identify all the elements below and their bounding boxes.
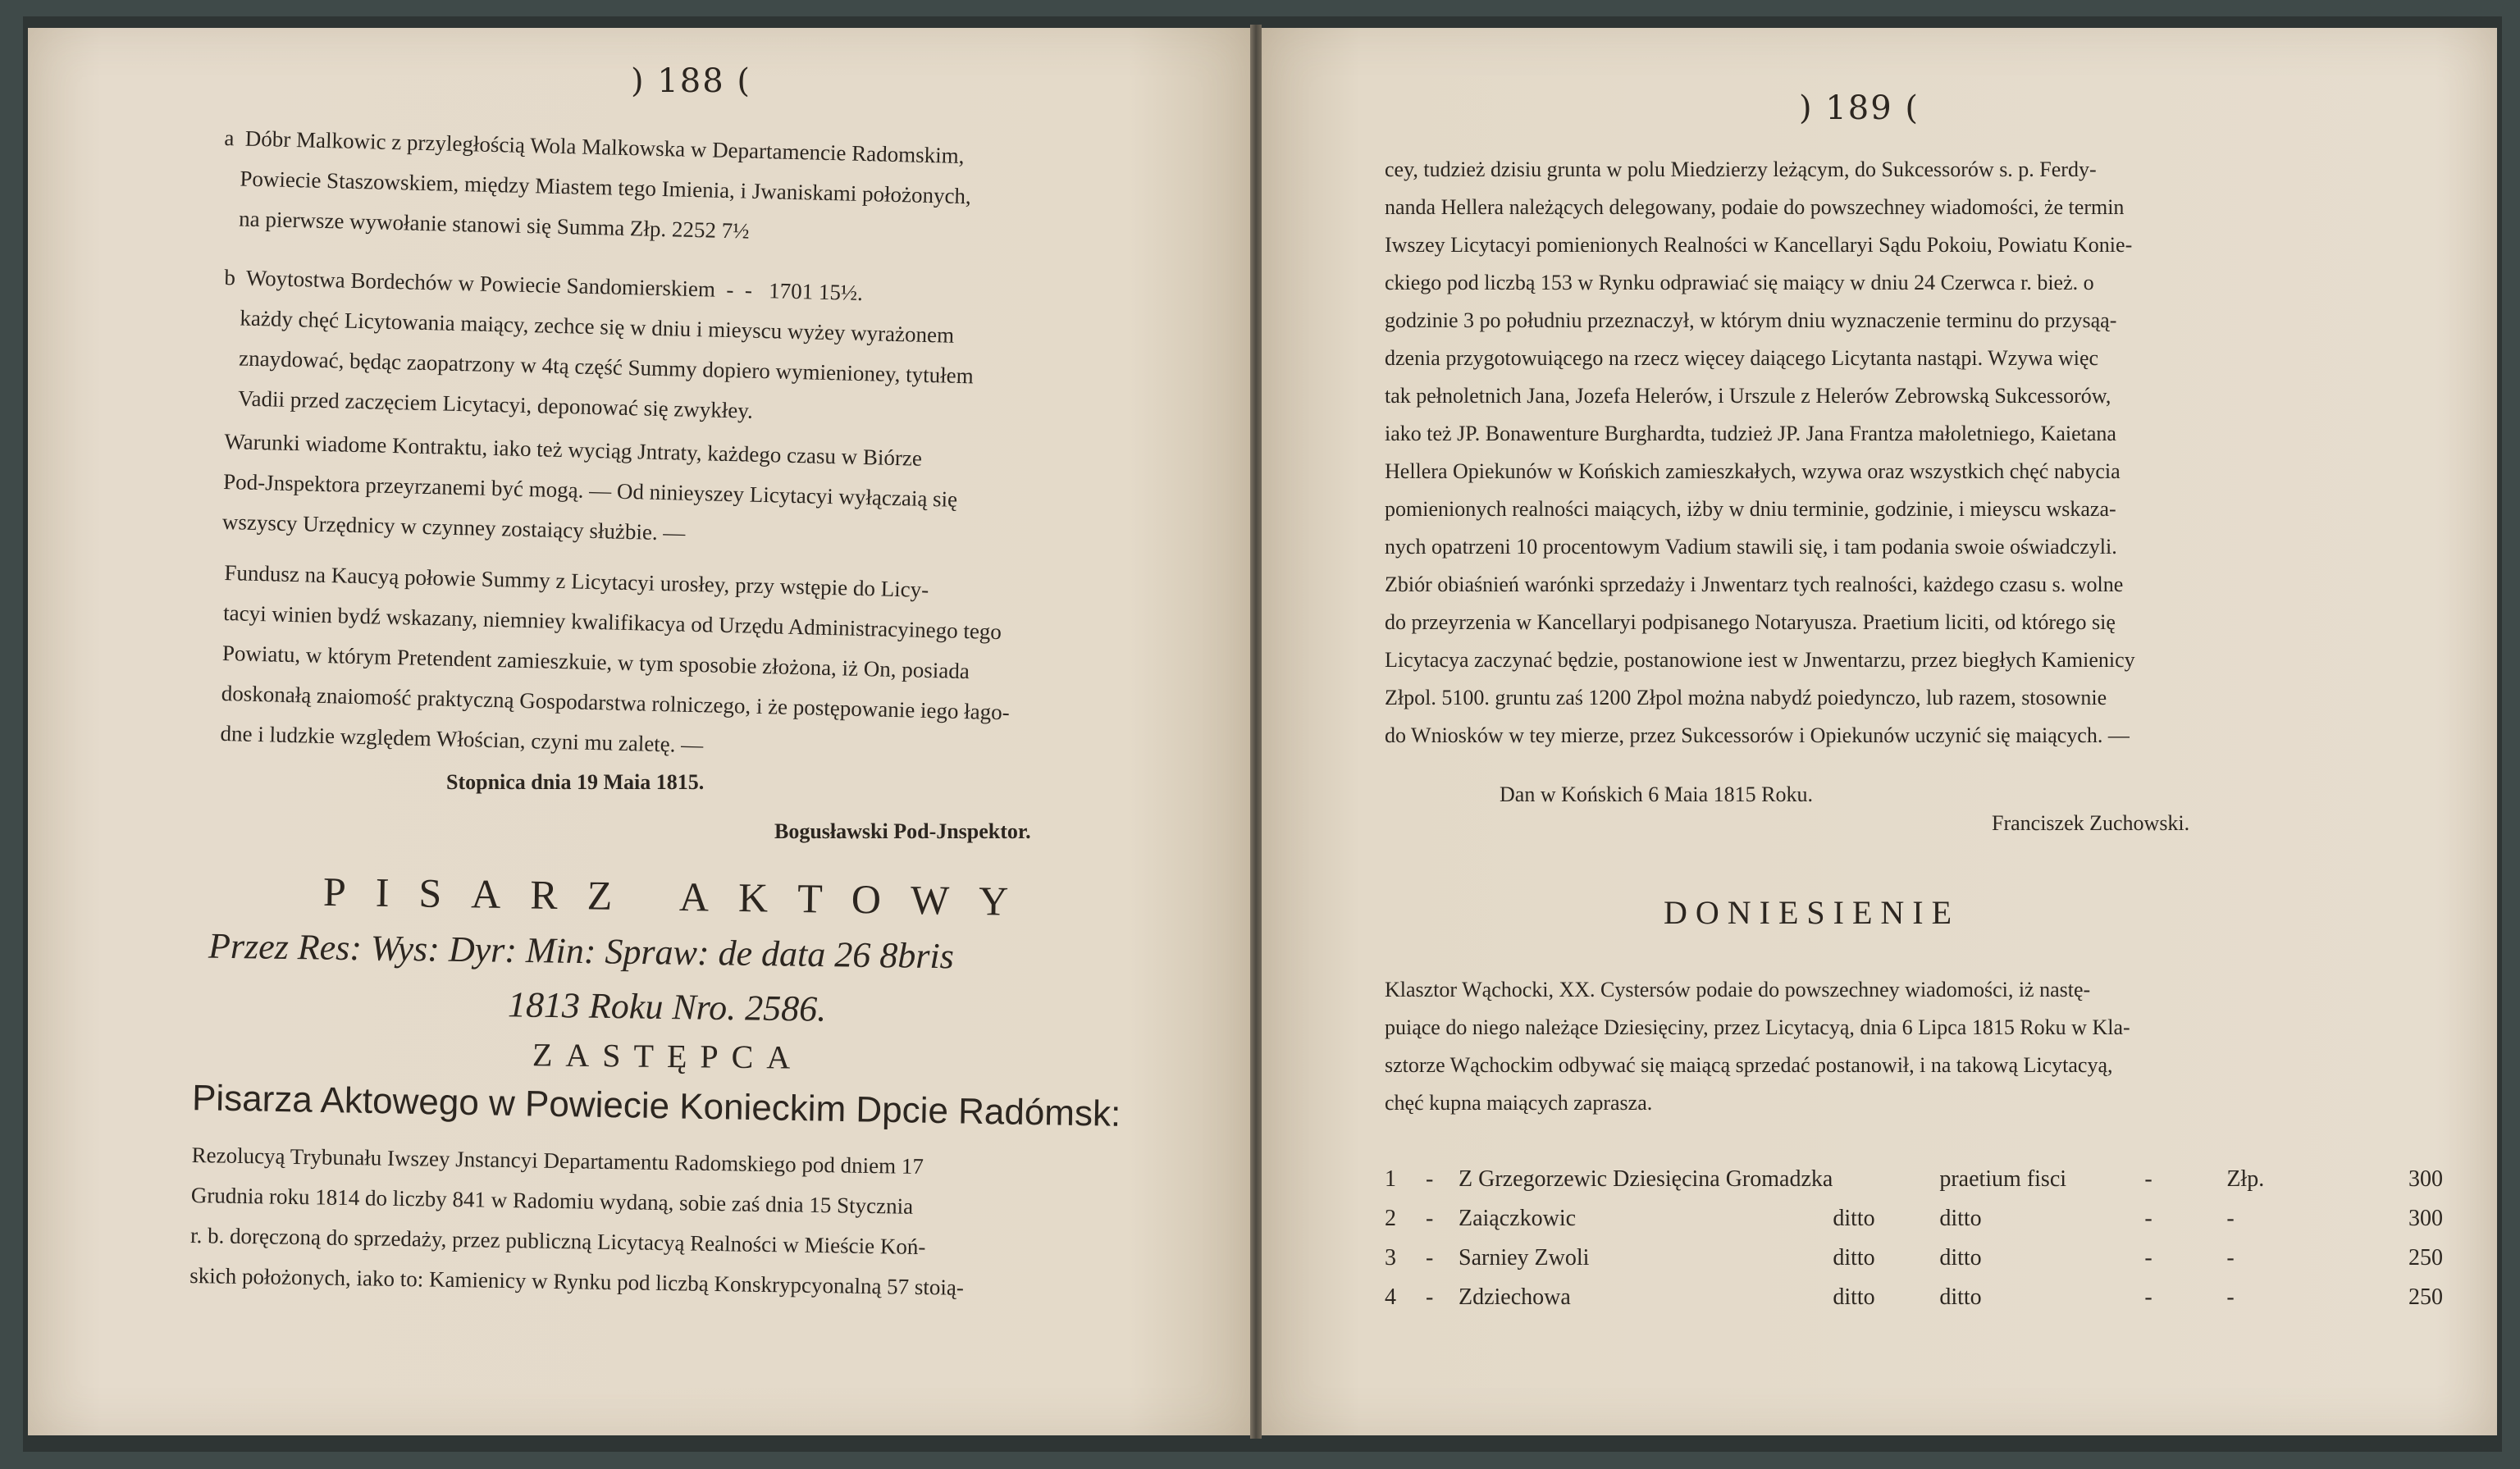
paragraph-fundusz: Fundusz na Kaucyą połowie Summy z Licytacyi urosłey, przy wstępie do Licy- tacyi winien bydź wskazany, niemniey kwalifikacya od Urzędu Administracyinego tego Powiatu, w którym Pretendent zamieszkuie, w tym sposobie złożona, iż On, posiada doskonałą znaiomość praktyczną Gospodarstwa rolniczego, i że postępowanie iego łago- dne i ludzkie względem Włościan, czyni mu zaletę. — (220, 559, 1011, 758)
list-item: 2 - Zaiączkowic ditto ditto - - 300 (1385, 1199, 2443, 1239)
item-currency: Złp. (2226, 1166, 2265, 1192)
list-item: 1 - Z Grzegorzewic Dziesięcina Gromadzka praetium fisci - Złp. 300 (1385, 1160, 2443, 1199)
item-currency: - (2226, 1245, 2235, 1271)
book-spread (23, 16, 2502, 1452)
item-ditto: praetium fisci (1939, 1166, 2067, 1192)
signature: Franciszek Zuchowski. (1992, 811, 2190, 835)
left-page (28, 28, 1250, 1435)
heading-doniesienie: DONIESIENIE (1664, 894, 1961, 931)
item-dash: - (2144, 1206, 2152, 1231)
item-ditto: ditto (1833, 1206, 1875, 1231)
item-ditto: ditto (1939, 1284, 1982, 1310)
item-ditto: ditto (1833, 1284, 1875, 1310)
book-spine (1250, 25, 1262, 1439)
sub-heading-zastepca: ZASTĘPCA (532, 1036, 804, 1076)
wide-heading-line: Pisarza Aktowego w Powiecie Konieckim Dpcie Radómsk: (191, 1078, 1121, 1134)
item-number: 3 (1385, 1245, 1396, 1271)
item-name: Zdziechowa (1459, 1284, 1571, 1310)
right-page (1262, 28, 2497, 1435)
page-number: ) 189 ( (1799, 89, 1920, 127)
item-ditto: ditto (1833, 1245, 1875, 1271)
item-ditto: ditto (1939, 1245, 1982, 1271)
item-currency: - (2226, 1206, 2235, 1231)
place-date: Dan w Końskich 6 Maia 1815 Roku. (1500, 782, 1814, 806)
item-ditto (1833, 1160, 1939, 1199)
item-value: 250 (2408, 1284, 2443, 1310)
paragraph-a: a Dóbr Malkowic z przyległością Wola Malkowska w Departamencie Radomskim, Powiecie Staszowskiem, między Miastem tego Imienia, i Jwaniskami położonych, na pierwsze wywołanie stanowi się Summa Złp. 2252 7½ (221, 125, 972, 244)
paragraph-warunki: Warunki wiadome Kontraktu, iako też wyciąg Jntraty, każdego czasu w Biórze Pod-Jnspektora przeyrzanemi być mogą. — Od niniey​szey Licytacyi wyłączaią się wszyscy Urzędnicy w czynney zostaiący służbie. — (221, 428, 958, 545)
place-date: Stopnica dnia 19 Maia 1815. (446, 770, 705, 794)
italic-line-2: 1813 Roku Nro. 2586. (507, 984, 827, 1029)
item-number: 4 (1385, 1284, 1396, 1310)
item-value: 300 (2408, 1166, 2443, 1192)
heading-pisarz: PISARZ AKTOWY (322, 868, 1039, 925)
item-value: 300 (2408, 1206, 2443, 1231)
paragraph-rezolucya: Rezolucyą Trybunału Iwszey Jnstancyi Departamentu Radomskiego pod dniem 17 Grudnia roku 1814 do liczby 841 w Radomiu wydaną, sobie zaś dnia 15 Stycznia r. b. doręczoną do sprzedaży, przez publiczną Licytacyą Realności w Mieście Koń- skich położonych, iako to: Kamienicy w Rynku pod liczbą Konskrypcyonalną 57 stoią- (189, 1142, 965, 1300)
page-number: ) 188 ( (631, 62, 751, 100)
item-name: Z Grzegorzewic Dziesięcina Gromadzka (1459, 1166, 1833, 1192)
item-name: Sarniey Zwoli (1459, 1245, 1590, 1271)
paragraph-main: cey, tudzież dzisiu grunta w polu Miedzierzy leżącym, do Sukcessorów s. p. Ferdy- nanda Hellera należących delegowany, podaie do powszechney wiadomości, że termin Iwszey Licytacyi pomienionych Realności w Kancellaryi Sądu Pokoiu, Powiatu Konie- ckiego pod liczbą 153 w Rynku odprawiać się maiący w dniu 24 Czerwca r. bież. o godzinie 3 po południu przeznaczył, w którym dniu wyznaczenie terminu do przysąą- dzenia przygotowuiącego na rzecz więcey daiącego Licytanta nastąpi. Wzywa więc tak pełnoletnich Jana, Jozefa Helerów, i Urszule z Helerów Zebrowską Sukcessorów, iako też JP. Bonawenture Burghardta, tudzież JP. Jana Frantza małoletniego, Kaietana Hellera Opiekunów w Końskich zamieszkałych, wzywa oraz wszystkich chęć nabycia pomienionych realności maiących, iżby w dniu terminie, godzinie, i mieyscu wskaza- nych opatrzeni 10 procentowym Vadium stawili się, i tam podania swoie oświadczyli. Zbiór obiaśnień warónki sprzedaży i Jnwentarz tych realności, każdego czasu s. wolne do przeyrzenia w Kancellaryi podpisanego Notaryusza. Praetium liciti, od którego się Licytacya zaczynać będzie, postanowione iest w Jnwentarzu, przez biegłych Kamienicy Złpol. 5100. gruntu zaś 1200 Złpol można nabydź poiedynczo, lub razem, stosownie do Wniosków w tey mierze, przez Sukcessorów i Opiekunów uczynić się maiących. — (1385, 157, 2135, 747)
item-value: 250 (2408, 1245, 2443, 1271)
item-dash: - (2144, 1284, 2152, 1310)
item-number: 1 (1385, 1166, 1396, 1192)
tithes-list (1385, 1160, 2443, 1317)
item-dash: - (2144, 1166, 2152, 1192)
signature: Bogusławski Pod-Jnspektor. (774, 819, 1031, 843)
italic-line-1: Przez Res: Wys: Dyr: Min: Spraw: de data 26 8bris (208, 925, 955, 977)
paragraph-klasztor: Klasztor Wąchocki, XX. Cystersów podaie do powszechney wiadomości, iż nastę- puiące do niego należące Dziesięciny, przez Licytacyą, dnia 6 Lipca 1815 Roku w Kla- sztorze Wąchockim odbywać się maiącą sprzedać postanowił, i na takową Licytacyą, chęć kupna maiących zaprasza. (1385, 978, 2130, 1115)
item-dash: - (2144, 1245, 2152, 1271)
list-item: 3 - Sarniey Zwoli ditto ditto - - 250 (1385, 1239, 2443, 1278)
item-name: Zaiączkowic (1459, 1206, 1577, 1231)
paragraph-b: b Woytostwa Bordechów w Powiecie Sandomierskiem - - 1701 15½. każdy chęć Licytowania maiący, zechce się w dniu i mieyscu wyżey wyrażonem znaydować, będąc zaopatrzony w 4tą część Summy dopiero wymienioney, tytułem Vadii przed zaczęciem Licytacyi, deponować się zwykłey. (221, 264, 975, 423)
item-number: 2 (1385, 1206, 1396, 1231)
item-ditto: ditto (1939, 1206, 1982, 1231)
item-currency: - (2226, 1284, 2235, 1310)
list-item: 4 - Zdziechowa ditto ditto - - 250 (1385, 1278, 2443, 1317)
